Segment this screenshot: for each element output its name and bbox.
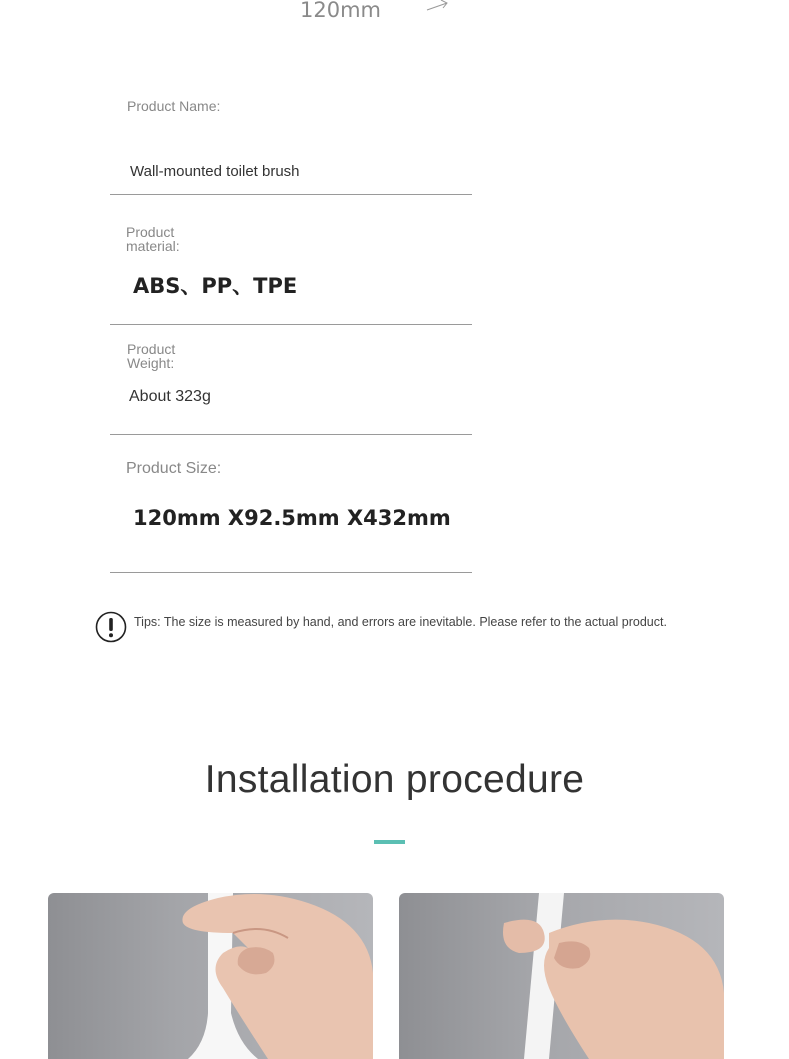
title-accent-bar xyxy=(374,840,405,844)
spec-label-material-line1: Product xyxy=(126,224,175,240)
dimension-arrow-icon xyxy=(425,0,455,14)
section-title: Installation procedure xyxy=(204,758,585,801)
spec-divider xyxy=(110,324,472,325)
dimension-label-top: 120mm xyxy=(300,0,381,22)
installation-photo-1 xyxy=(48,893,373,1059)
spec-value-product-name: Wall-mounted toilet brush xyxy=(130,163,300,180)
spec-label-size: Product Size: xyxy=(126,460,222,477)
spec-divider xyxy=(110,194,472,195)
exclamation-circle-icon xyxy=(95,611,127,643)
spec-label-weight-line2: Weight: xyxy=(127,355,175,371)
spec-label-material-line2: material: xyxy=(126,238,180,254)
spec-value-material: ABS、PP、TPE xyxy=(133,274,298,298)
spec-label-product-name: Product Name: xyxy=(127,98,221,114)
spec-label-weight-line1: Product xyxy=(127,341,176,357)
spec-divider xyxy=(110,572,472,573)
spec-value-size: 120mm X92.5mm X432mm xyxy=(133,506,451,530)
tips-text: Tips: The size is measured by hand, and errors are inevitable. Please refer to the actual product. xyxy=(134,615,667,629)
spec-value-weight: About 323g xyxy=(129,388,211,405)
installation-photo-2 xyxy=(399,893,724,1059)
spec-divider xyxy=(110,434,472,435)
